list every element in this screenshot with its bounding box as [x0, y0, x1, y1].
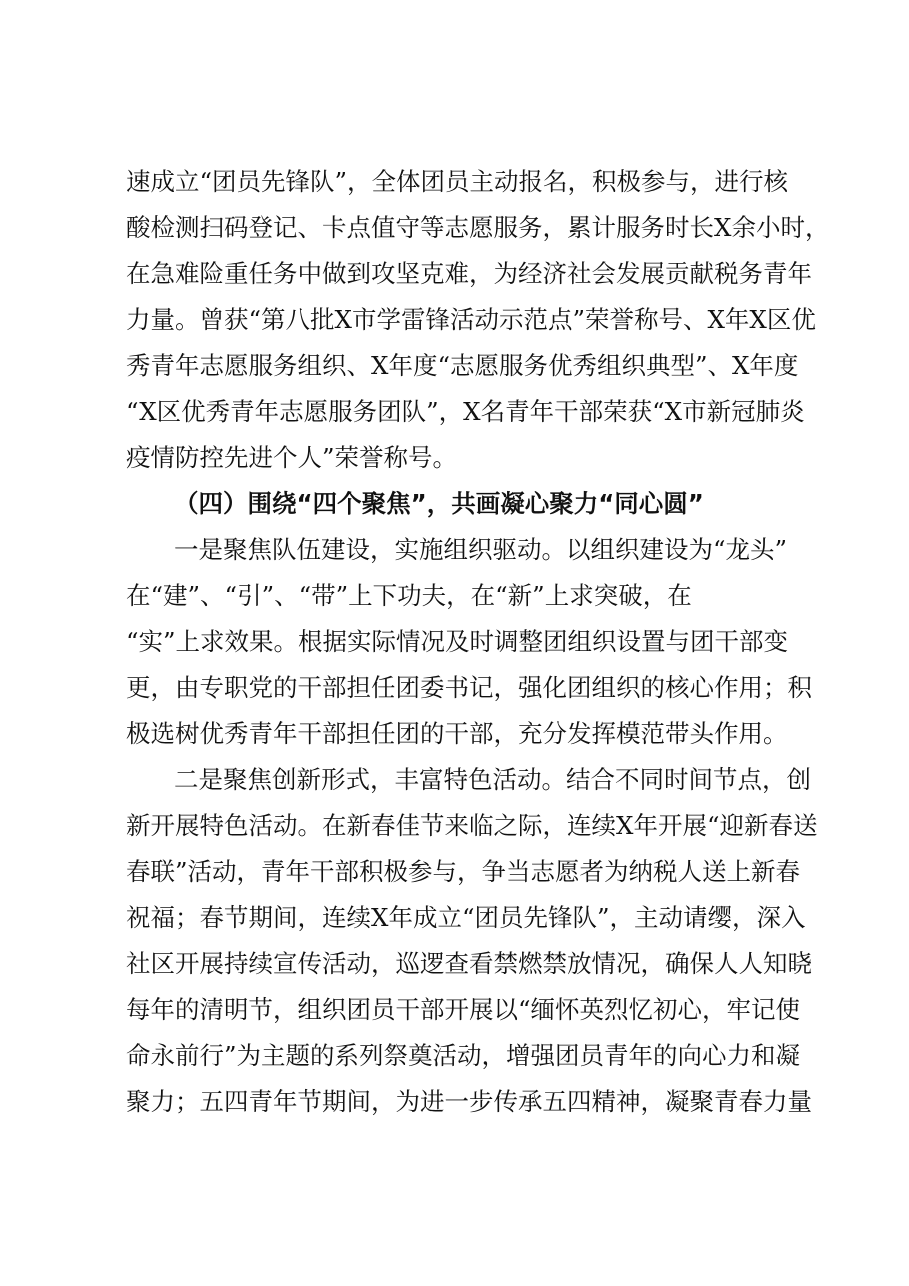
- body-text-line: 更，由专职党的干部担任团委书记，强化团组织的核心作用；积: [126, 673, 812, 702]
- body-text-line: 祝福；春节期间，连续X年成立“团员先锋队”，主动请缨，深入: [126, 903, 806, 932]
- body-text-line: 力量。曾获“第八批X市学雷锋活动示范点”荣誉称号、X年X区优: [126, 305, 816, 334]
- body-text-line: 在急难险重任务中做到攻坚克难，为经济社会发展贡献税务青年: [126, 259, 812, 288]
- body-text-line: 聚力；五四青年节期间，为进一步传承五四精神，凝聚青春力量: [126, 1087, 812, 1116]
- section-heading: （四）围绕“四个聚焦”，共画凝心聚力“同心圆”: [174, 489, 704, 518]
- body-text-line: 社区开展持续宣传活动，巡逻查看禁燃禁放情况，确保人人知晓: [126, 949, 812, 978]
- body-text-line: 在“建”、“引”、“带”上下功夫，在“新”上求突破，在: [126, 581, 692, 610]
- body-text-line: 春联”活动，青年干部积极参与，争当志愿者为纳税人送上新春: [126, 857, 801, 886]
- body-text-line: 极选树优秀青年干部担任团的干部，充分发挥模范带头作用。: [126, 719, 788, 748]
- body-text-line: 新开展特色活动。在新春佳节来临之际，连续X年开展“迎新春送: [126, 811, 818, 840]
- body-text-line: 命永前行”为主题的系列祭奠活动，增强团员青年的向心力和凝: [126, 1041, 801, 1070]
- paragraph-first-line: 一是聚焦队伍建设，实施组织驱动。以组织建设为“龙头”: [174, 535, 788, 564]
- body-text-line: 酸检测扫码登记、卡点值守等志愿服务，累计服务时长X余小时，: [126, 213, 830, 242]
- body-text-line: 疫情防控先进个人”荣誉称号。: [126, 443, 458, 472]
- paragraph-first-line: 二是聚焦创新形式，丰富特色活动。结合不同时间节点，创: [174, 765, 811, 794]
- body-text-line: “X区优秀青年志愿服务团队”，X名青年干部荣获“X市新冠肺炎: [126, 397, 805, 426]
- body-text-line: 每年的清明节，组织团员干部开展以“缅怀英烈忆初心，牢记使: [126, 995, 801, 1024]
- body-text-line: “实”上求效果。根据实际情况及时调整团组织设置与团干部变: [126, 627, 789, 656]
- body-text-line: 速成立“团员先锋队”，全体团员主动报名，积极参与，进行核: [126, 167, 789, 196]
- body-text-line: 秀青年志愿服务组织、X年度“志愿服务优秀组织典型”、X年度: [126, 351, 799, 380]
